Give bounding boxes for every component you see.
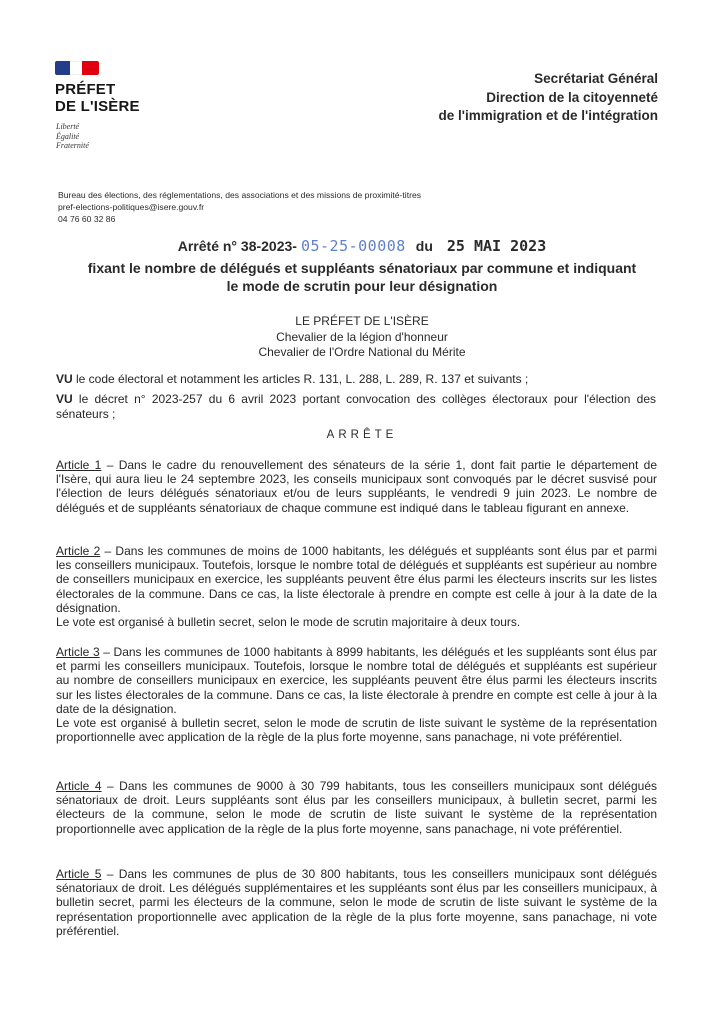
bureau-name: Bureau des élections, des réglementations, des associations et des missions de proximité-titres [58,190,422,200]
vu-clause: VU le décret n° 2023-257 du 6 avril 2023 portant convocation des collèges électoraux pour l'élection des sénateurs ; [56,392,656,421]
arrete-date-stamp: 25 MAI 2023 [446,237,547,255]
article-title: Article 4 [56,779,102,793]
bureau-email: pref-elections-politiques@isere.gouv.fr [58,202,205,212]
institution-name: PRÉFET DE L'ISÈRE [55,81,140,115]
handwritten-arrete-number: 05-25-00008 [300,237,406,255]
article-2: Article 2 – Dans les communes de moins de 1000 habitants, les délégués et suppléants sont élus par et parmi les conseillers municipaux. Toutefois, lorsque le nombre total de délégués et suppléants est supérieur au nombre de conseillers municipaux en exercice, les suppléants peuvent être élus parmi les électeurs inscrits sur les listes électorales de la commune. Dans ce cas, la liste électorale à prendre en compte est celle à jour à la date de la désignation. Le vote est organisé à bulletin secret, selon le mode de scrutin majoritaire à deux tours. [56,544,657,630]
marianne-flag-logo [55,61,99,75]
bureau-phone: 04 76 60 32 86 [58,214,116,224]
arrete-heading: ARRÊTE [326,429,398,441]
arrete-number-line: Arrêté n° 38-2023- 05-25-00008 du 25 MAI 2023 [177,237,547,255]
article-title: Article 3 [56,645,100,659]
service-header: Secrétariat Général Direction de la citoyenneté de l'immigration et de l'intégration [438,71,658,123]
article-1: Article 1 – Dans le cadre du renouvellement des sénateurs de la série 1, dont fait partie le département de l'Isère, qui aura lieu le 24 septembre 2023, les conseils municipaux sont convoqués par le décret susvisé pour l'élection de leurs délégués sénatoriaux et/ou de leurs suppléants, le vendredi 9 juin 2023. Le nombre de délégués et de suppléants sénatoriaux de chaque commune est indiqué dans le tableau figurant en annexe. [56,458,657,515]
republic-motto: Liberté Égalité Fraternité [56,122,89,150]
article-4: Article 4 – Dans les communes de 9000 à 30 799 habitants, tous les conseillers municipaux sont délégués sénatoriaux de droit. Leurs suppléants sont élus par les conseillers municipaux, à bulletin secret, parmi les électeurs de la commune, selon le mode de scrutin de liste suivant le système de la représentation proportionnelle avec application de la règle de la plus forte moyenne, sans panachage, ni vote préférentiel. [56,779,657,836]
article-title: Article 1 [56,458,102,472]
prefet-titles: LE PRÉFET DE L'ISÈRE Chevalier de la légion d'honneur Chevalier de l'Ordre National du Mérite [258,314,466,359]
article-3: Article 3 – Dans les communes de 1000 habitants à 8999 habitants, les délégués et les suppléants sont élus par et parmi les conseillers municipaux. Toutefois, lorsque le nombre total de délégués et suppléants est supérieur au nombre de conseillers municipaux en exercice, les suppléants peuvent être élus parmi les électeurs inscrits sur les listes électorales de la commune. Dans ce cas, la liste électorale à prendre en compte est celle à jour à la date de la désignation. Le vote est organisé à bulletin secret, selon le mode de scrutin de liste suivant le système de la représentation proportionnelle avec application de la règle de la plus forte moyenne, sans panachage, ni vote préférentiel. [56,645,658,745]
article-title: Article 5 [56,867,102,881]
article-5: Article 5 – Dans les communes de plus de 30 800 habitants, tous les conseillers municipaux sont délégués sénatoriaux de droit. Les délégués supplémentaires et les suppléants sont élus par les conseillers municipaux, à bulletin secret, parmi les électeurs de la commune, selon le mode de scrutin de liste suivant le système de la représentation proportionnelle avec application de la règle de la plus forte moyenne, sans panachage, ni vote préférentiel. [56,867,657,938]
bureau-contact [58,189,421,225]
arrete-subtitle: fixant le nombre de délégués et suppléants sénatoriaux par commune et indiquant le mode de scrutin pour leur désignation [87,260,637,294]
vu-clause: VU le code électoral et notamment les articles R. 131, L. 288, L. 289, R. 137 et suivants ; [56,372,529,386]
article-title: Article 2 [56,544,101,558]
